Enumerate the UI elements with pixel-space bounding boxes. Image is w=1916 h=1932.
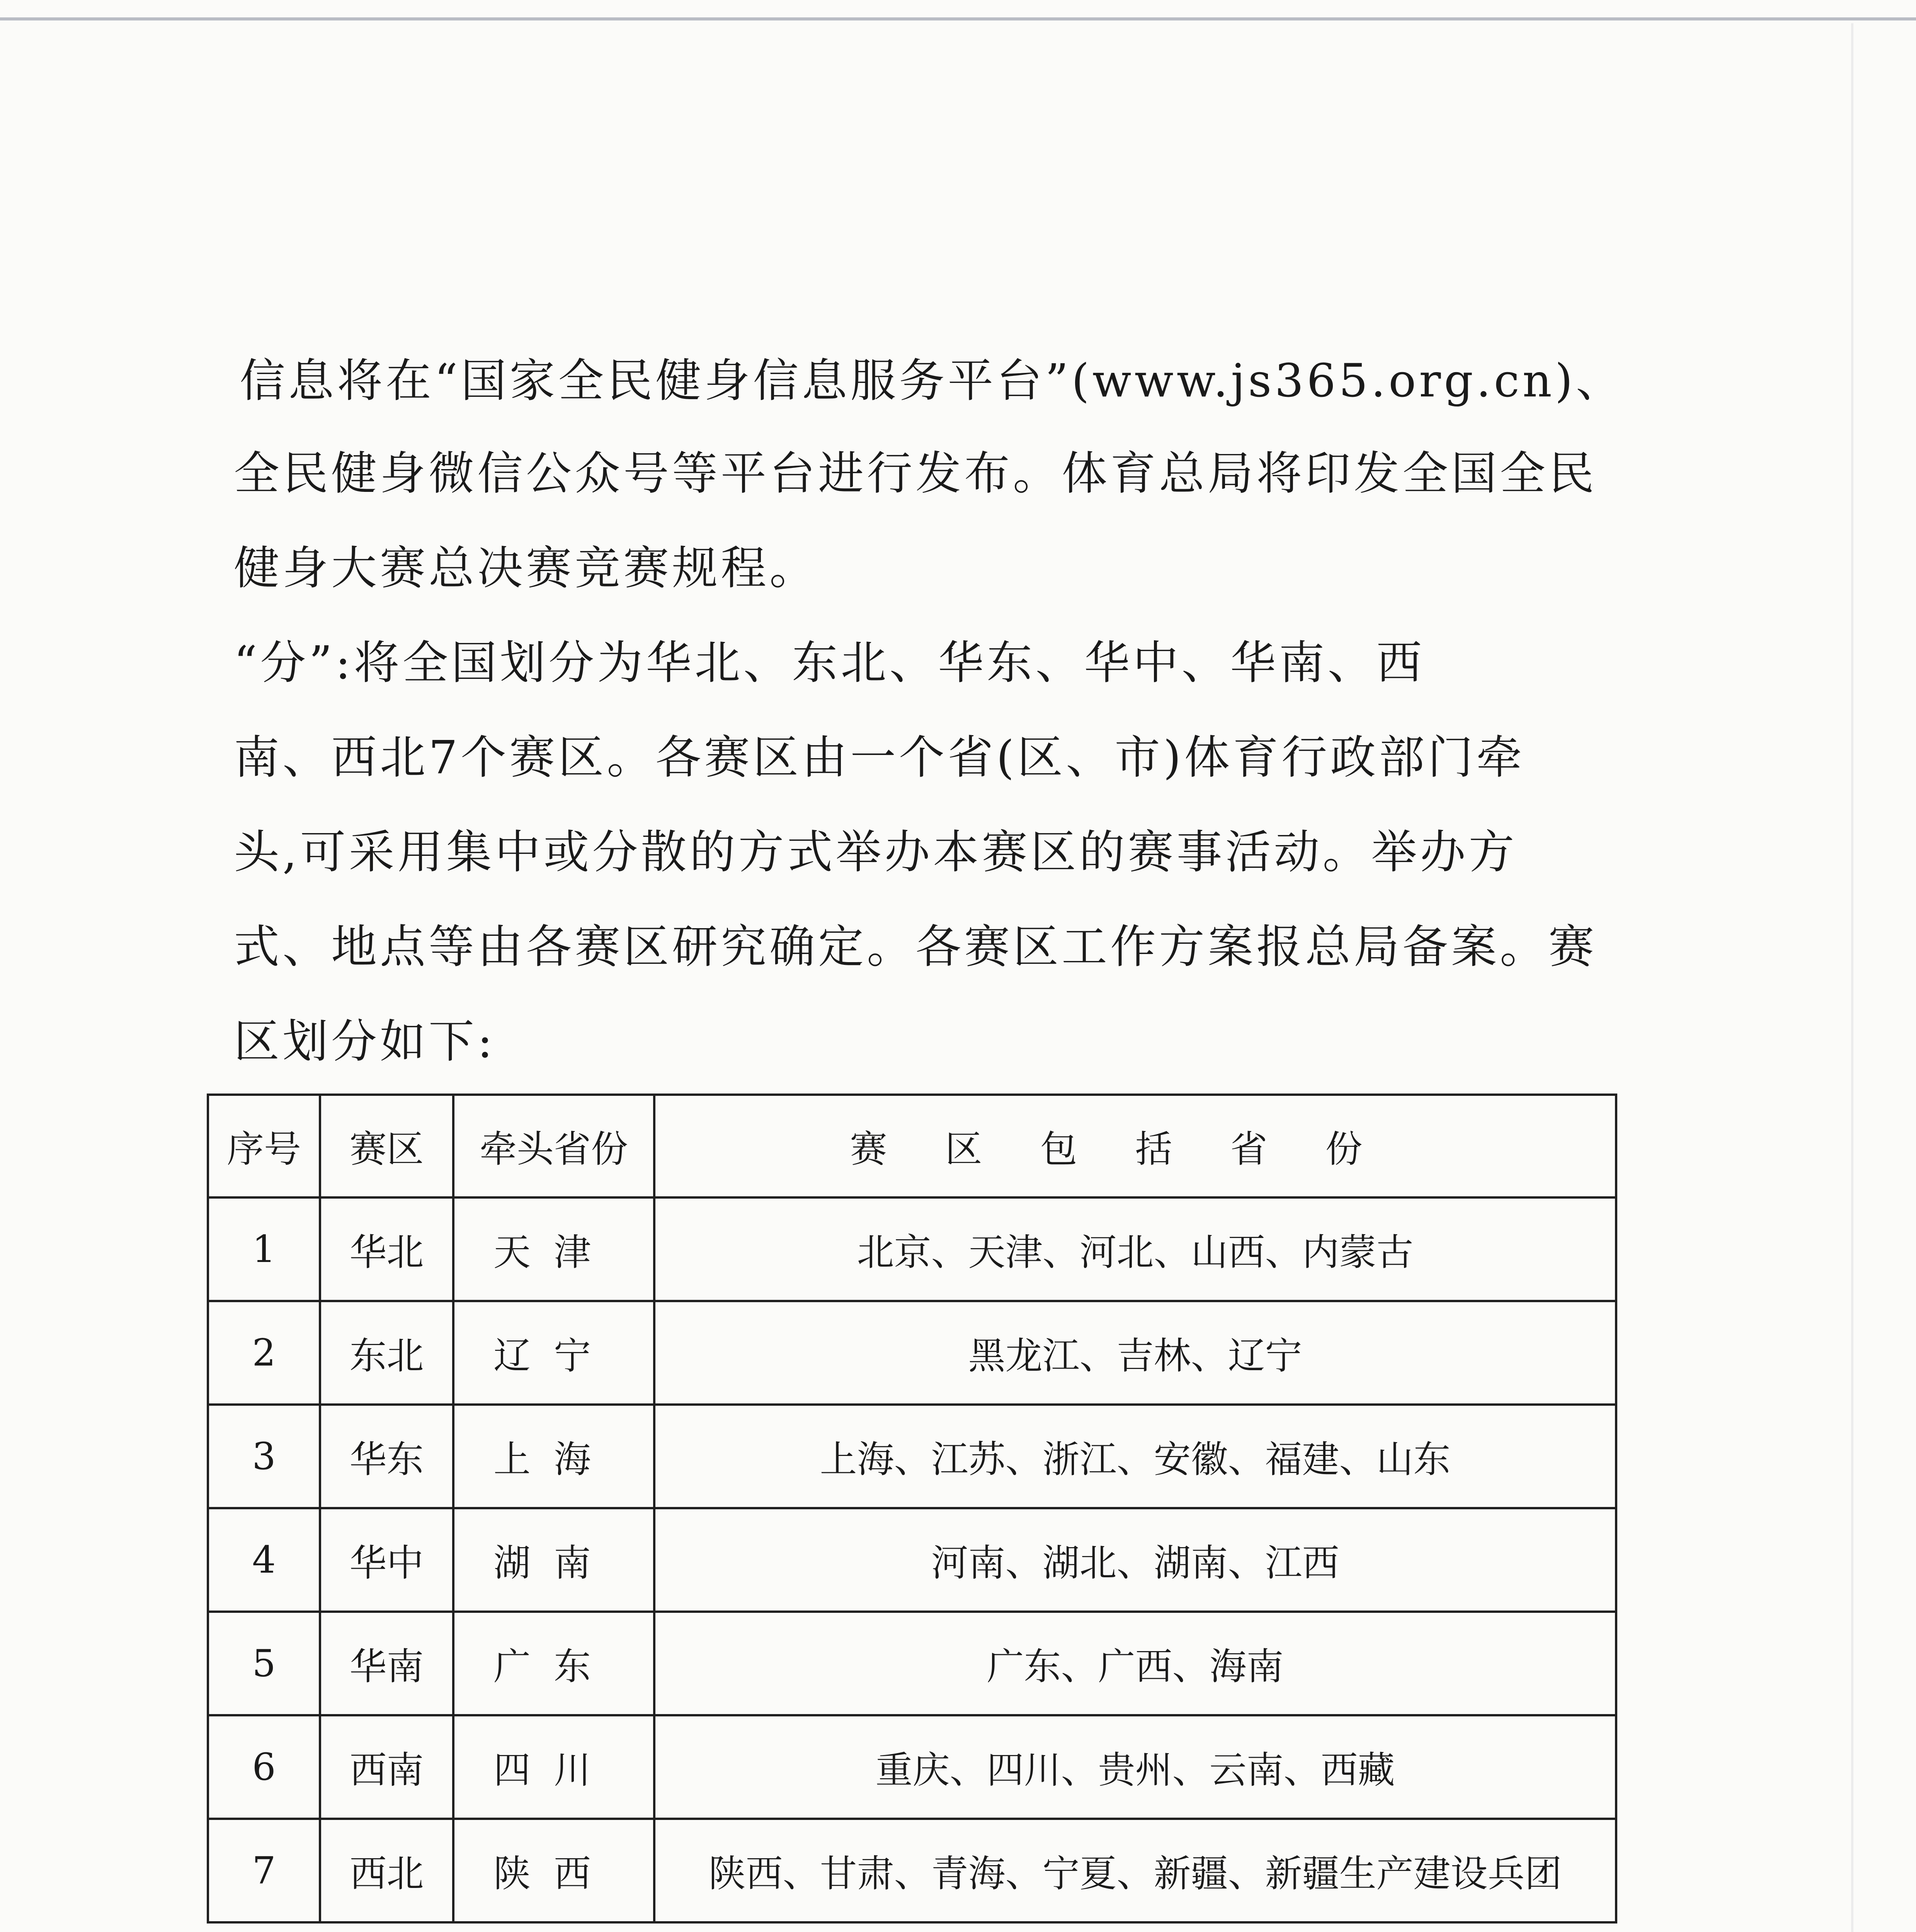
cell-region: 华北	[320, 1197, 453, 1301]
table-row	[208, 1715, 1616, 1819]
cell-number: 6	[208, 1715, 320, 1819]
cell-region: 华东	[320, 1405, 453, 1508]
text-line: 健身大赛总决赛竞赛规程。	[234, 541, 818, 595]
scan-border-right	[1851, 23, 1853, 1932]
cell-lead-province: 陕西	[453, 1819, 654, 1922]
cell-provinces: 陕西、甘肃、青海、宁夏、新疆、新疆生产建设兵团	[654, 1819, 1616, 1922]
scan-border-top	[0, 17, 1916, 20]
cell-region: 西南	[320, 1715, 453, 1819]
cell-number: 5	[208, 1612, 320, 1715]
text-line: 全民健身微信公众号等平台进行发布。体育总局将印发全国全民	[234, 447, 1598, 500]
cell-region: 西北	[320, 1819, 453, 1922]
header-lead-province: 牵头省份	[453, 1095, 654, 1197]
cell-lead-province: 湖南	[453, 1508, 654, 1612]
cell-provinces: 重庆、四川、贵州、云南、西藏	[654, 1715, 1616, 1819]
text-line: 信息将在“国家全民健身信息服务平台”(www.js365.org.cn)、	[240, 354, 1625, 407]
cell-lead-province: 上海	[453, 1405, 654, 1508]
cell-number: 7	[208, 1819, 320, 1922]
cell-region: 东北	[320, 1301, 453, 1405]
region-table	[207, 1094, 1617, 1923]
text-line: 区划分如下:	[234, 1015, 496, 1068]
text-line: 式、地点等由各赛区研究确定。各赛区工作方案报总局备案。赛	[234, 920, 1598, 973]
header-region: 赛区	[320, 1095, 453, 1197]
table-row	[208, 1508, 1616, 1612]
header-number: 序号	[208, 1095, 320, 1197]
cell-number: 3	[208, 1405, 320, 1508]
cell-provinces: 北京、天津、河北、山西、内蒙古	[654, 1197, 1616, 1301]
cell-number: 1	[208, 1197, 320, 1301]
cell-number: 2	[208, 1301, 320, 1405]
cell-lead-province: 广东	[453, 1612, 654, 1715]
cell-lead-province: 辽宁	[453, 1301, 654, 1405]
cell-provinces: 上海、江苏、浙江、安徽、福建、山东	[654, 1405, 1616, 1508]
table-row	[208, 1819, 1616, 1922]
cell-provinces: 河南、湖北、湖南、江西	[654, 1508, 1616, 1612]
cell-region: 华南	[320, 1612, 453, 1715]
table-row	[208, 1301, 1616, 1405]
cell-provinces: 黑龙江、吉林、辽宁	[654, 1301, 1616, 1405]
cell-region: 华中	[320, 1508, 453, 1612]
header-included-provinces: 赛区包括省份	[654, 1095, 1616, 1197]
text-line: 南、西北7个赛区。各赛区由一个省(区、市)体育行政部门牵	[234, 731, 1525, 784]
text-line: 头,可采用集中或分散的方式举办本赛区的赛事活动。举办方	[234, 825, 1518, 879]
cell-number: 4	[208, 1508, 320, 1612]
cell-provinces: 广东、广西、海南	[654, 1612, 1616, 1715]
cell-lead-province: 四川	[453, 1715, 654, 1819]
table-header-row	[208, 1095, 1616, 1197]
table-row	[208, 1612, 1616, 1715]
text-line: “分”:将全国划分为华北、东北、华东、华中、华南、西	[234, 636, 1425, 689]
table-row	[208, 1197, 1616, 1301]
table-row	[208, 1405, 1616, 1508]
cell-lead-province: 天津	[453, 1197, 654, 1301]
